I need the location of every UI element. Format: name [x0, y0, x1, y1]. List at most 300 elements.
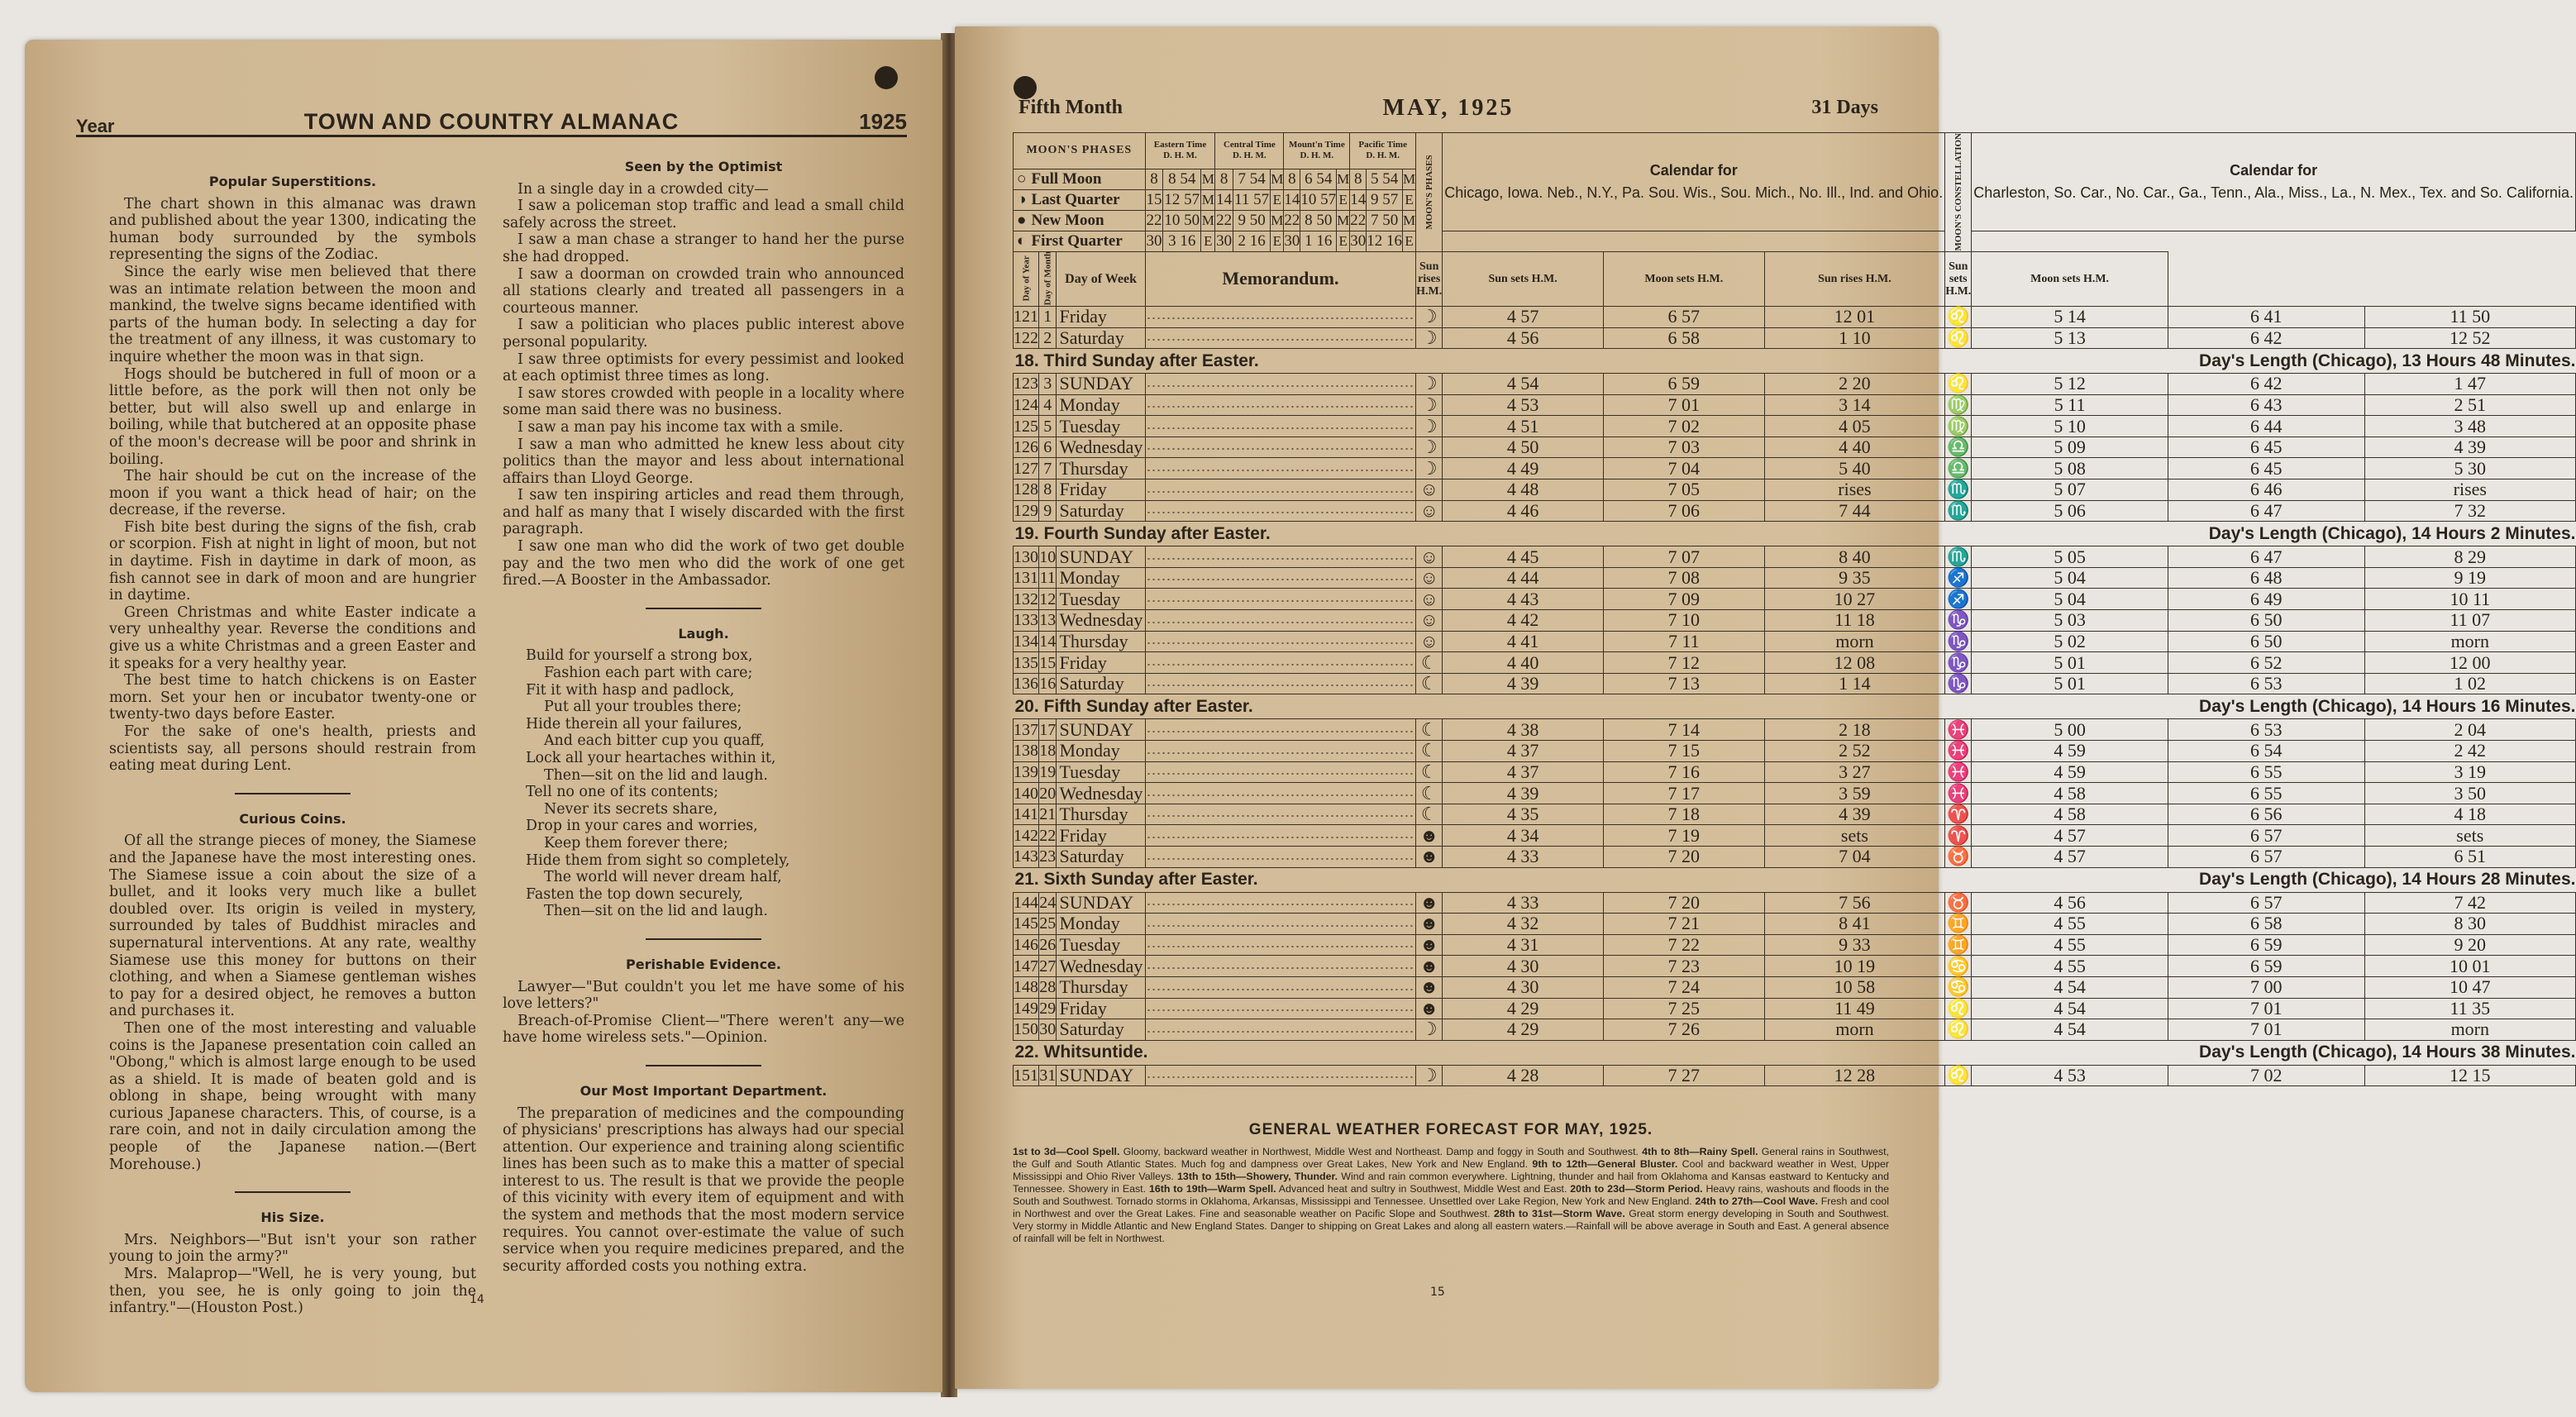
phase-time: 9 50 — [1233, 210, 1271, 231]
day-of-week: Thursday — [1057, 631, 1145, 652]
phase-ampm: E — [1403, 189, 1416, 210]
sunrise-south: 4 55 — [1972, 914, 2168, 935]
week-label: 20. Fifth Sunday after Easter. — [1014, 694, 1271, 719]
sunset-south: 6 55 — [2168, 783, 2364, 804]
day-of-week: Saturday — [1057, 500, 1145, 522]
phase-day: 30 — [1350, 231, 1367, 251]
calendar-day-row — [1014, 458, 2576, 479]
day-of-year: 131 — [1014, 569, 1038, 588]
moonset-south: 8 29 — [2364, 546, 2575, 568]
day-of-year: 124 — [1014, 396, 1038, 414]
sunset-north: 7 26 — [1603, 1019, 1764, 1041]
calendar-day-row — [1014, 825, 2576, 847]
constellation-icon: ♓ — [1945, 783, 1972, 804]
paragraph: The best time to hatch chickens is on Easter morn. Set your hen or incubator twenty-one or twenty-two days before Easter. — [109, 672, 476, 723]
day-of-year: 133 — [1014, 611, 1038, 630]
constellation-icon: ♌ — [1945, 998, 1972, 1019]
phase-day: 22 — [1350, 210, 1367, 231]
day-of-week: Saturday — [1057, 327, 1145, 349]
moon-phase-icon: ☻ — [1416, 914, 1443, 935]
sunset-north: 7 19 — [1603, 825, 1764, 847]
moons-phases-column-header: MOON'S PHASES — [1416, 133, 1443, 252]
sunset-north: 7 02 — [1603, 416, 1764, 437]
sunset-south: 7 01 — [2168, 998, 2364, 1019]
calendar-day-row — [1014, 546, 2576, 568]
constellation-icon: ♌ — [1945, 1019, 1972, 1041]
moonset-north: 2 18 — [1764, 719, 1945, 741]
moon-phase-icon: ☻ — [1416, 934, 1443, 956]
moonset-south: 8 30 — [2364, 914, 2575, 935]
sunrise-south: 4 55 — [1972, 956, 2168, 977]
weather-description: Wind and rain common everywhere. Lightning, thunder and hail from Oklahoma and Kansas eastward to Kentucky and Tennessee. Showery in East. — [1013, 1171, 1889, 1195]
constellation-icon: ♊ — [1945, 914, 1972, 935]
sunset-north: 7 20 — [1603, 892, 1764, 914]
phase-ampm: E — [1403, 231, 1416, 251]
sunrise-south: 5 08 — [1972, 458, 2168, 479]
phase-day: 30 — [1145, 231, 1163, 251]
moon-phase-icon: ☺ — [1416, 500, 1443, 522]
sunset-north: 7 03 — [1603, 437, 1764, 458]
phase-ampm: M — [1403, 210, 1416, 231]
header-year: 1925 — [859, 109, 907, 134]
weather-period: 9th to 12th—General Bluster. — [1532, 1158, 1678, 1170]
moon-phase-icon: ☺ — [1416, 631, 1443, 652]
moonset-north: morn — [1764, 1019, 1945, 1041]
moonset-south: 7 42 — [2364, 892, 2575, 914]
sunset-header-south: Sun sets H.M. — [1945, 251, 1972, 306]
weather-description: Cool and backward weather in West, Upper Mississippi and Ohio River Valleys. — [1013, 1158, 1889, 1182]
constellation-icon: ♊ — [1945, 934, 1972, 956]
page-number-left: 14 — [470, 1293, 484, 1306]
phase-name — [1014, 189, 1146, 210]
phase-time: 8 50 — [1300, 210, 1337, 231]
calendar-south-title: Calendar for — [2230, 161, 2318, 179]
poem-line: The world will never dream half, — [544, 869, 782, 886]
memorandum-line — [1145, 719, 1415, 741]
moon-phase-icon: ☾ — [1416, 652, 1443, 674]
moonset-south: 3 50 — [2364, 783, 2575, 804]
constellation-icon: ♓ — [1945, 741, 1972, 762]
moon-phase-icon: ☾ — [1416, 804, 1443, 825]
weather-description: Advanced heat and sultry in Southwest, Middle West and East. — [1278, 1183, 1567, 1195]
phase-time: 12 57 — [1163, 189, 1201, 210]
moon-phase-icon: ◑ — [1017, 190, 1027, 208]
sunset-south: 7 01 — [2168, 1019, 2364, 1041]
calendar-day-row — [1014, 741, 2576, 762]
sunrise-north: 4 33 — [1443, 892, 1604, 914]
sunset-south: 6 49 — [2168, 589, 2364, 610]
sunrise-north: 4 29 — [1443, 1019, 1604, 1041]
sunrise-south: 4 54 — [1972, 998, 2168, 1019]
phase-name-text: Last Quarter — [1031, 190, 1120, 208]
phase-day: 14 — [1350, 189, 1367, 210]
section-divider — [646, 938, 761, 940]
day-of-year: 141 — [1014, 805, 1038, 824]
memorandum-line — [1145, 934, 1415, 956]
moon-phase-icon: ☽ — [1416, 1019, 1443, 1041]
sunrise-north: 4 34 — [1443, 825, 1604, 847]
paragraph: Green Christmas and white Easter indicate a very unhealthy year. Reverse the conditions and give us a white Christmas and a green Easter and it speaks for a very healthy year. — [109, 604, 476, 672]
sunrise-north: 4 46 — [1443, 500, 1604, 522]
poem — [503, 647, 904, 920]
poem-line: Build for yourself a strong box, — [526, 647, 753, 665]
sunset-north: 7 13 — [1603, 673, 1764, 694]
sunrise-north: 4 57 — [1443, 306, 1604, 327]
weather-period: 24th to 27th—Cool Wave. — [1695, 1195, 1819, 1207]
sunset-south: 6 56 — [2168, 804, 2364, 825]
day-of-year-header: Day of Year — [1014, 251, 1039, 306]
weather-period: 13th to 15th—Showery, Thunder. — [1177, 1171, 1338, 1182]
sunset-south: 6 47 — [2168, 546, 2364, 568]
section-heading: Seen by the Optimist — [624, 159, 783, 174]
day-of-month: 13 — [1039, 611, 1057, 630]
moon-phase-icon: ☽ — [1416, 394, 1443, 416]
sunset-north: 7 27 — [1603, 1065, 1764, 1086]
constellation-icon: ♑ — [1945, 652, 1972, 674]
sunset-north: 7 12 — [1603, 652, 1764, 674]
sunset-north: 7 10 — [1603, 610, 1764, 632]
phase-day: 15 — [1145, 189, 1163, 210]
calendar-day-row — [1014, 1019, 2576, 1041]
moon-phase-icon: ☽ — [1416, 306, 1443, 327]
day-of-month: 16 — [1039, 675, 1057, 694]
day-of-month: 12 — [1039, 589, 1057, 608]
day-of-month: 25 — [1039, 914, 1057, 933]
moonset-north: 1 10 — [1764, 327, 1945, 349]
constellation-icon: ♉ — [1945, 892, 1972, 914]
sunset-north: 7 23 — [1603, 956, 1764, 977]
memorandum-line — [1145, 998, 1415, 1019]
moonset-north: 8 40 — [1764, 546, 1945, 568]
phase-name — [1014, 169, 1146, 189]
memorandum-line — [1145, 673, 1415, 694]
sunset-north: 7 14 — [1603, 719, 1764, 741]
weather-title: GENERAL WEATHER FORECAST FOR MAY, 1925. — [1248, 1121, 1653, 1138]
paragraph: I saw a man pay his income tax with a smile. — [518, 418, 844, 436]
moonset-north: 10 58 — [1764, 976, 1945, 998]
paragraph: Of all the strange pieces of money, the Siamese and the Japanese have the most interesting ones. The Siamese issue a coin about the size of a bullet, and it looks very much like a bullet doubled over. Its origin is veiled in mystery, surrounded by tales of Buddhist miracles and supernatural interventions. At any rate, wealthy Siamese use this money for buttons on their clothing, and when a Siamese gentleman wishes to pay for a desired object, he removes a button and purchases it. — [109, 833, 476, 1020]
day-of-year: 148 — [1014, 978, 1038, 997]
moon-phase-icon: ◐ — [1017, 231, 1027, 250]
phase-time: 6 54 — [1300, 169, 1337, 189]
sunrise-south: 4 57 — [1972, 846, 2168, 867]
constellation-icon: ♎ — [1945, 437, 1972, 458]
header-month-title: MAY, 1925 — [1382, 95, 1515, 121]
constellation-icon: ♌ — [1945, 374, 1972, 395]
paragraph: In a single day in a crowded city— — [518, 180, 769, 198]
sunrise-south: 5 09 — [1972, 437, 2168, 458]
day-of-month: 14 — [1039, 632, 1057, 651]
phase-day: 14 — [1284, 189, 1300, 210]
poem-line: Hide therein all your failures, — [526, 715, 742, 732]
section-divider — [646, 608, 761, 609]
sunrise-south: 4 57 — [1972, 825, 2168, 847]
calendar-day-row — [1014, 719, 2576, 741]
phase-name-text: New Moon — [1031, 211, 1104, 229]
day-of-month: 24 — [1039, 893, 1057, 912]
phase-day: 8 — [1145, 169, 1163, 189]
sunset-north: 7 18 — [1603, 804, 1764, 825]
day-of-month: 9 — [1039, 500, 1057, 522]
sunrise-north: 4 44 — [1443, 567, 1604, 589]
weather-description: Heavy rains, washouts and floods in the South and Southwest. Tornado storms in Oklahoma, Arkansas, Mississippi and Tennessee. Unsettled over Lake Region, New York and New England. — [1013, 1183, 1890, 1207]
moonset-header-south: Moon sets H.M. — [1972, 251, 2168, 306]
header-days-count: 31 Days — [1811, 97, 1878, 118]
phase-time: 3 16 — [1163, 231, 1201, 251]
time-zone-header — [1350, 133, 1416, 169]
moonset-south: 3 48 — [2364, 416, 2575, 437]
sunrise-north: 4 39 — [1443, 673, 1604, 694]
phase-day: 8 — [1284, 169, 1300, 189]
moonset-north: rises — [1764, 479, 1945, 501]
moonset-south: 10 01 — [2364, 956, 2575, 977]
day-of-week: Friday — [1057, 479, 1145, 501]
paragraph: I saw ten inspiring articles and read them through, and half as many that I wisely discarded with the first paragraph. — [503, 487, 904, 538]
constellation-icon: ♈ — [1945, 825, 1972, 847]
day-of-year: 126 — [1014, 438, 1038, 457]
moonset-south: 12 00 — [2364, 652, 2575, 674]
poem-line: Then—sit on the lid and laugh. — [544, 766, 768, 784]
constellation-icon: ♌ — [1945, 306, 1972, 327]
right-page-header — [1018, 95, 1878, 125]
moonset-south: 5 30 — [2364, 458, 2575, 479]
sunset-south: 6 48 — [2168, 567, 2364, 589]
sunset-south: 6 42 — [2168, 327, 2364, 349]
section-heading: His Size. — [260, 1209, 325, 1226]
moon-phase-icon: ☻ — [1416, 998, 1443, 1019]
moonset-north: 7 04 — [1764, 846, 1945, 867]
memorandum-line — [1145, 631, 1415, 652]
calendar-north-header — [1443, 133, 1945, 231]
paragraph: Mrs. Malaprop—"Well, he is very young, but then, you see, he is only going to join the infantry."—(Houston Post.) — [109, 1266, 476, 1317]
moonset-south: 11 07 — [2364, 610, 2575, 632]
sunset-north: 7 25 — [1603, 998, 1764, 1019]
phase-time: 8 54 — [1163, 169, 1201, 189]
memorandum-line — [1145, 741, 1415, 762]
day-of-week: Monday — [1057, 741, 1145, 762]
moonset-south: 1 02 — [2364, 673, 2575, 694]
sunrise-south: 5 13 — [1972, 327, 2168, 349]
day-of-week-header: Day of Week — [1057, 251, 1145, 306]
phase-ampm: M — [1403, 169, 1416, 189]
moonset-north: sets — [1764, 825, 1945, 847]
sunrise-south: 4 54 — [1972, 1019, 2168, 1041]
day-of-year: 127 — [1014, 459, 1038, 478]
moonset-north: 11 49 — [1764, 998, 1945, 1019]
phase-time: 7 50 — [1367, 210, 1403, 231]
memorandum-line — [1145, 327, 1415, 349]
sunrise-north: 4 45 — [1443, 546, 1604, 568]
moon-phase-icon: ☺ — [1416, 479, 1443, 501]
paragraph: Mrs. Neighbors—"But isn't your son rather young to join the army?" — [109, 1231, 476, 1266]
day-of-year: 140 — [1014, 784, 1038, 803]
calendar-day-row — [1014, 914, 2576, 935]
poem-line: Then—sit on the lid and laugh. — [544, 903, 768, 920]
calendar-day-row — [1014, 783, 2576, 804]
weather-period: 1st to 3d—Cool Spell. — [1013, 1146, 1120, 1157]
moonset-south: 2 51 — [2364, 394, 2575, 416]
sunset-north: 7 22 — [1603, 934, 1764, 956]
sunrise-north: 4 30 — [1443, 956, 1604, 977]
sunset-south: 6 45 — [2168, 437, 2364, 458]
phase-ampm: E — [1337, 189, 1350, 210]
moon-phase-icon: ☽ — [1416, 374, 1443, 395]
week-label: 18. Third Sunday after Easter. — [1014, 349, 1271, 374]
constellation-icon: ♌ — [1945, 327, 1972, 349]
time-zone-header — [1215, 133, 1284, 169]
day-of-year: 151 — [1014, 1066, 1038, 1085]
sunrise-north: 4 30 — [1443, 976, 1604, 998]
day-of-month: 10 — [1039, 547, 1057, 566]
calendar-day-row — [1014, 956, 2576, 977]
sunrise-south: 5 14 — [1972, 306, 2168, 327]
sunrise-header-north: Sun rises H.M. — [1416, 251, 1443, 306]
calendar-day-row — [1014, 327, 2576, 349]
memorandum-line — [1145, 652, 1415, 674]
moon-phase-icon: ● — [1017, 211, 1027, 229]
sunset-south: 7 02 — [2168, 1065, 2364, 1086]
sunrise-north: 4 42 — [1443, 610, 1604, 632]
constellation-icon: ♑ — [1945, 610, 1972, 632]
calendar-day-row — [1014, 652, 2576, 674]
moon-phase-icon: ☽ — [1416, 1065, 1443, 1086]
phase-ampm: M — [1337, 169, 1350, 189]
phase-name — [1014, 210, 1146, 231]
section-heading: Curious Coins. — [239, 810, 346, 827]
poem-line: Put all your troubles there; — [544, 699, 742, 716]
sunset-south: 6 54 — [2168, 741, 2364, 762]
sunrise-south: 4 59 — [1972, 741, 2168, 762]
almanac-title: TOWN AND COUNTRY ALMANAC — [303, 109, 680, 134]
zone-name: Eastern Time — [1153, 140, 1207, 150]
memorandum-line — [1145, 761, 1415, 783]
day-of-week: Saturday — [1057, 1019, 1145, 1041]
poem-line: Tell no one of its contents; — [526, 784, 718, 801]
phase-name — [1014, 231, 1146, 251]
weather-period: 4th to 8th—Rainy Spell. — [1642, 1146, 1758, 1157]
sunrise-north: 4 29 — [1443, 998, 1604, 1019]
moonset-north: 9 35 — [1764, 567, 1945, 589]
section-heading: Perishable Evidence. — [626, 956, 781, 972]
day-of-week: SUNDAY — [1057, 546, 1145, 568]
day-length: Day's Length (Chicago), 14 Hours 16 Minutes. — [1271, 694, 2576, 719]
weather-description: Great storm energy developing in South and Southwest. Very stormy in Middle Atlantic and New England States. Danger to shipping on Great Lakes and along all eastern waters.—Rainfall will be above average in South and East. A general absence of rainfall will be felt in Northwest. — [1013, 1208, 1889, 1244]
constellation-icon: ♑ — [1945, 673, 1972, 694]
moonset-south: sets — [2364, 825, 2575, 847]
sunrise-north: 4 43 — [1443, 589, 1604, 610]
day-of-week: Monday — [1057, 914, 1145, 935]
calendar-table — [1013, 132, 2576, 1086]
zone-name: Pacific Time — [1358, 140, 1407, 150]
paragraph: I saw one man who did the work of two get double pay and the two men who did the work of one get fired.—A Booster in the Ambassador. — [503, 538, 904, 589]
day-of-week: Tuesday — [1057, 589, 1145, 610]
sunset-south: 6 43 — [2168, 394, 2364, 416]
constellation-icon: ♋ — [1945, 956, 1972, 977]
memorandum-line — [1145, 500, 1415, 522]
moonset-south: 11 35 — [2364, 998, 2575, 1019]
section-divider — [235, 793, 351, 794]
sunset-south: 6 50 — [2168, 631, 2364, 652]
phase-ampm: E — [1271, 189, 1284, 210]
sunrise-north: 4 28 — [1443, 1065, 1604, 1086]
calendar-day-row — [1014, 374, 2576, 395]
day-of-year: 138 — [1014, 742, 1038, 761]
day-of-month: 11 — [1039, 569, 1056, 588]
memorandum-line — [1145, 1065, 1415, 1086]
week-label: 21. Sixth Sunday after Easter. — [1014, 867, 1271, 892]
sunrise-north: 4 32 — [1443, 914, 1604, 935]
calendar-day-row — [1014, 846, 2576, 867]
poem-line: Drop in your cares and worries, — [526, 818, 758, 835]
sunrise-south: 4 58 — [1972, 804, 2168, 825]
moonset-south: 11 50 — [2364, 306, 2575, 327]
sunrise-north: 4 50 — [1443, 437, 1604, 458]
phase-ampm: M — [1337, 210, 1350, 231]
sunset-south: 6 57 — [2168, 892, 2364, 914]
moonset-south: morn — [2364, 1019, 2575, 1041]
day-of-month: 31 — [1039, 1066, 1057, 1085]
moonset-south: 7 32 — [2364, 500, 2575, 522]
sunset-south: 6 59 — [2168, 934, 2364, 956]
moonset-north: 3 59 — [1764, 783, 1945, 804]
day-of-month: 28 — [1039, 978, 1057, 997]
day-of-year: 146 — [1014, 936, 1038, 955]
day-of-week: Friday — [1057, 825, 1145, 847]
day-length: Day's Length (Chicago), 14 Hours 2 Minutes. — [1271, 522, 2576, 546]
sunrise-north: 4 38 — [1443, 719, 1604, 741]
day-of-week: Tuesday — [1057, 761, 1145, 783]
day-of-month: 30 — [1039, 1020, 1057, 1039]
day-of-month: 2 — [1039, 327, 1057, 349]
calendar-day-row — [1014, 1065, 2576, 1086]
paragraph: I saw a man who admitted he knew less about city politics than the mayor and less about international affairs than Lloyd George. — [503, 436, 904, 487]
section-heading: Popular Superstitions. — [208, 174, 377, 189]
moonset-south: rises — [2364, 479, 2575, 501]
day-of-week: Thursday — [1057, 976, 1145, 998]
phase-time: 5 54 — [1367, 169, 1403, 189]
moonset-north: 5 40 — [1764, 458, 1945, 479]
poem-line: Fit it with hasp and padlock, — [526, 681, 735, 699]
constellation-icon: ♍ — [1945, 416, 1972, 437]
moon-phase-icon: ☺ — [1416, 589, 1443, 610]
moonset-north: 12 28 — [1764, 1065, 1945, 1086]
constellation-icon: ♋ — [1945, 976, 1972, 998]
day-of-month: 23 — [1039, 847, 1057, 866]
day-of-week: SUNDAY — [1057, 892, 1145, 914]
day-of-year: 142 — [1014, 826, 1038, 845]
sunset-north: 7 01 — [1603, 394, 1764, 416]
phase-day: 14 — [1215, 189, 1233, 210]
moonset-north: 7 56 — [1764, 892, 1945, 914]
sunset-north: 7 20 — [1603, 846, 1764, 867]
constellation-icon: ♉ — [1945, 846, 1972, 867]
memorandum-line — [1145, 914, 1415, 935]
day-of-month: 15 — [1039, 653, 1057, 672]
day-of-year: 149 — [1014, 999, 1038, 1018]
zone-units: D. H. M. — [1300, 150, 1334, 161]
poem-line: Fashion each part with care; — [544, 665, 753, 682]
day-of-year: 145 — [1014, 914, 1038, 933]
sunset-south: 6 41 — [2168, 306, 2364, 327]
memorandum-line — [1145, 479, 1415, 501]
memorandum-header: Memorandum. — [1145, 251, 1415, 306]
weather-forecast — [1013, 1121, 1889, 1245]
left-page-header — [76, 109, 907, 137]
moon-phase-icon: ☻ — [1416, 892, 1443, 914]
phase-ampm: E — [1337, 231, 1350, 251]
moonset-north: 1 14 — [1764, 673, 1945, 694]
day-of-week: SUNDAY — [1057, 719, 1145, 741]
